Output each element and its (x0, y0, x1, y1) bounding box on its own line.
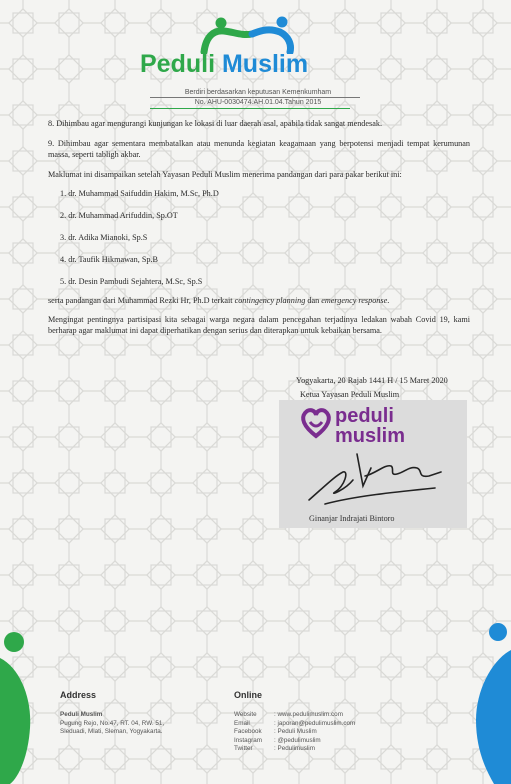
signer-name: Ginanjar Indrajati Bintoro (309, 514, 395, 523)
signer-position: Ketua Yayasan Peduli Muslim (300, 390, 400, 399)
people-logo-icon (196, 14, 306, 54)
point-8: 8. Dihimbau agar mengurangi kunjungan ke lokasi di luar daerah asal, apabila tidak sangat mendesak. (48, 119, 382, 128)
header-rule (150, 97, 360, 98)
registration-line-2: No. AHU-0030474.AH.01.04.Tahun 2015 (194, 99, 322, 106)
expert-item: 3. dr. Adika Mianoki, Sp.S (60, 233, 148, 242)
footer-address-heading: Address (60, 690, 97, 700)
also-text-mid: dan (305, 296, 322, 305)
contact-email[interactable] (234, 720, 404, 729)
contact-key: Email (234, 719, 250, 727)
expert-item: 2. dr. Muhammad Arifuddin, Sp.OT (60, 211, 178, 220)
expert-list (48, 188, 470, 287)
place-date: Yogyakarta, 20 Rajab 1441 H / 15 Maret 2020 (296, 376, 448, 385)
stamp-line-2: muslim (335, 425, 406, 447)
header-accent-rule (150, 108, 350, 109)
contact-value: : Pedulimuslim (274, 745, 315, 752)
stamp-line-1: peduli (335, 405, 394, 427)
contact-key: Twitter (234, 745, 253, 752)
footer-org-name: Peduli Muslim (60, 711, 103, 718)
contact-instagram[interactable] (234, 737, 404, 746)
contact-website[interactable] (234, 711, 404, 720)
expert-item: 1. dr. Muhammad Saifuddin Hakim, M.Sc, Ph.D (60, 189, 219, 198)
footer-online-heading: Online (234, 690, 263, 700)
footer-left-person-graphic (0, 628, 50, 784)
footer-address-line-1: Pugung Rejo, No.47, RT. 04, RW. 51, (60, 719, 165, 727)
signature-stamp (279, 400, 467, 528)
contact-facebook[interactable] (234, 728, 404, 737)
footer-contacts (234, 711, 404, 754)
registration-line-1: Berdiri berdasarkan keputusan Kemenkumham (184, 89, 332, 96)
contact-twitter[interactable] (234, 745, 404, 754)
footer-address-line-2: Sleduadi, Mlati, Sleman, Yogyakarta. (60, 728, 163, 735)
footer-address (60, 711, 210, 737)
term-contingency: contingency planning (234, 296, 306, 305)
contact-value: : www.pedulimuslim.com (274, 711, 343, 718)
expert-item: 5. dr. Desin Pambudi Sejahtera, M.Sc, Sp.S (60, 277, 203, 286)
contact-value: : @pedulimuslim (274, 736, 321, 744)
stamp-wordmark (335, 406, 405, 446)
contact-key: Website (234, 711, 257, 718)
closing-paragraph: Mengingat pentingnya partisipasi kita sebagai warga negara dalam pencegahan terjadinya ledakan wabah Covid 19, kami berharap agar maklumat ini dapat diperhatikan dengan serius dan diterapkan untuk kebaikan bersama. (48, 315, 470, 335)
brand-logo (140, 14, 370, 82)
term-emergency: emergency response (321, 296, 388, 305)
brand-peduli: Peduli (140, 50, 216, 78)
contact-value: : Peduli Muslim (274, 728, 317, 735)
letter-body (48, 118, 470, 336)
heart-logo-icon (299, 406, 333, 440)
also-text-end: . (387, 296, 390, 305)
brand-muslim: Muslim (221, 50, 309, 78)
also-text-pre: serta pandangan dari Muhammad Rezki Hr, Ph.D terkait (48, 296, 235, 305)
handwritten-signature (305, 446, 445, 510)
contact-key: Facebook (234, 728, 262, 735)
also-paragraph (48, 295, 470, 306)
contact-value: : japoran@pedulimuslim.com (274, 719, 356, 727)
contact-key: Instagram (234, 736, 262, 744)
intro-paragraph: Maklumat ini disampaikan setelah Yayasan Peduli Muslim menerima pandangan dari para pakar berikut ini: (48, 170, 402, 179)
brand-wordmark (140, 50, 308, 79)
point-9: 9. Dihimbau agar sementara membatalkan atau menunda kegiatan keagamaan yang berpotensi menjadi tempat kerumunan massa, seperti tabligh akbar. (48, 139, 470, 159)
footer-right-person-graphic (462, 620, 511, 784)
expert-item: 4. dr. Taufik Hikmawan, Sp.B (60, 255, 158, 264)
